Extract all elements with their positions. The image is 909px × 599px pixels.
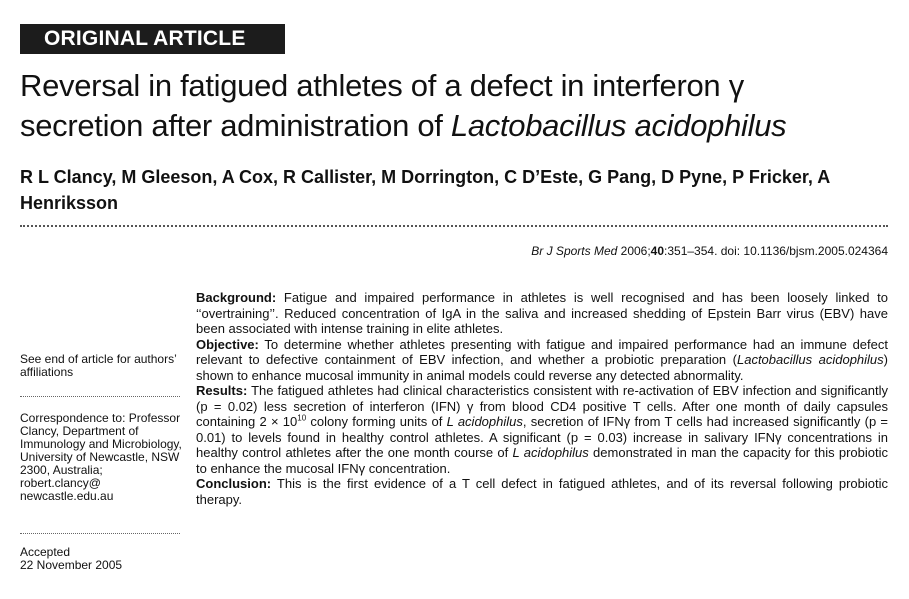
abstract-conclusion (196, 476, 888, 507)
abstract (196, 290, 888, 507)
results-text-2: colony forming units of (306, 414, 447, 429)
author-list: R L Clancy, M Gleeson, A Cox, R Callister, M Dorrington, C D’Este, G Pang, D Pyne, P Fricker, A Henriksson (20, 167, 830, 213)
accepted-label: Accepted (20, 545, 71, 559)
citation-journal: Br J Sports Med (531, 244, 618, 258)
background-label: Background: (196, 290, 277, 305)
citation-year: 2006; (620, 244, 651, 258)
section-label: ORIGINAL ARTICLE (44, 27, 246, 50)
objective-label: Objective: (196, 336, 259, 352)
abstract-objective (196, 337, 888, 384)
citation (531, 244, 888, 258)
results-exponent: 10 (297, 413, 307, 423)
results-text-4: demonstrated in man the capacity for this probiotic to enhance the mucosal IFNγ concentration. (196, 445, 889, 476)
objective-text: To determine whether athletes presenting with fatigue and impaired performance had an immune defect relevant to defective containment of EBV infection, and whether a probiotic preparation ( (196, 336, 888, 367)
title-line-2: secretion after administration of (20, 108, 451, 143)
results-text: The fatigued athletes had clinical characteristics consistent with re-activation of EBV infection and significantly (p = 0.02) less secretion of interferon (IFN) γ from blood CD4 positive T cells. After one month of daily capsules containing 2 × 10 (196, 383, 888, 429)
abstract-results (196, 383, 888, 476)
results-organism-2: L acidophilus (512, 445, 589, 460)
sidebar-divider (20, 396, 180, 397)
results-label: Results: (196, 383, 248, 398)
objective-text-end: ) shown to enhance mucosal immunity in animal models could reverse any detected abnormality. (196, 352, 889, 383)
abstract-background (196, 290, 888, 337)
citation-volume: 40 (650, 244, 665, 258)
conclusion-text: This is the first evidence of a T cell defect in fatigued athletes, and of its reversal following probiotic therapy. (196, 476, 888, 507)
conclusion-label: Conclusion: (196, 476, 272, 491)
accepted-date: 22 November 2005 (20, 558, 123, 572)
sidebar-divider (20, 533, 180, 534)
section-banner (20, 24, 285, 54)
background-text: Fatigue and impaired performance in athletes is well recognised and has been loosely linked to ‘‘overtraining’’. Reduced concentration of IgA in the saliva and increased shedding of Epstein Barr virus (EBV) have been associated with intense training in elite athletes. (196, 290, 888, 336)
objective-organism: Lactobacillus acidophilus (736, 352, 884, 367)
citation-pages-doi: :351–354. doi: 10.1136/bjsm.2005.024364 (664, 244, 888, 258)
results-text-3: , secretion of IFNγ from T cells had increased significantly (p = 0.01) to levels found in healthy control athletes. A significant (p = 0.03) increase in salivary IFNγ concentrations in healthy control athletes after the one month course of (196, 414, 888, 460)
results-organism-1: L acidophilus (446, 414, 523, 429)
header-divider (20, 225, 888, 227)
sidebar-correspondence: Correspondence to: Professor Clancy, Department of Immunology and Microbiology, University of Newcastle, NSW 2300, Australia; robert.clancy@ newcastle.edu.au (20, 411, 182, 503)
article-title (20, 66, 900, 146)
sidebar-affiliations-note: See end of article for authors’ affiliations (20, 352, 177, 379)
title-organism: Lactobacillus acidophilus (450, 108, 787, 143)
title-line-1: Reversal in fatigued athletes of a defect in interferon γ (20, 68, 744, 103)
sidebar-accepted (20, 546, 182, 572)
